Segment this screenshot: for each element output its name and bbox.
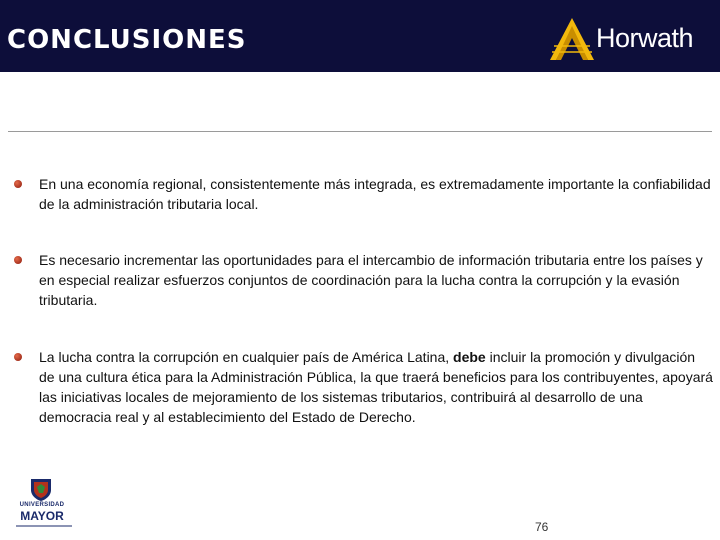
bullet-icon [14, 353, 22, 361]
emphasis-text: debe [453, 349, 486, 365]
page-number: 76 [535, 520, 549, 534]
bullet-text-3: La lucha contra la corrupción en cualquier país de América Latina, debe incluir la promoción y divulgación de una cultura ética para la Administración Pública, la que traerá beneficios para los contribuyentes, apoyará las iniciativas locales de mejoramiento de los sistemas tributarios, contribuirá al desarrollo de una democracia real y al establecimiento del Estado de Derecho. [39, 349, 713, 425]
bullet-text-2: Es necesario incrementar las oportunidades para el intercambio de información tributaria entre los países y en especial realizar esfuerzos conjuntos de coordinación para la lucha contra la corrupción y la evasión tributaria. [39, 252, 703, 308]
bullet-text-1: En una economía regional, consistentemente más integrada, es extremadamente importante la confiabilidad de la administración tributaria local. [39, 176, 711, 212]
bullet-icon [14, 256, 22, 264]
bullet-icon [14, 180, 22, 188]
horwath-triangle-icon [548, 16, 598, 64]
university-shield-icon [30, 478, 52, 502]
university-label-small: UNIVERSIDAD [19, 502, 65, 508]
universidad-mayor-logo [14, 478, 74, 530]
header-bar [0, 0, 720, 72]
university-label-big: MAYOR [20, 509, 64, 523]
divider-rule [8, 131, 712, 132]
horwath-logo [548, 16, 708, 64]
university-underline [16, 525, 72, 527]
page-title: CONCLUSIONES [7, 25, 247, 55]
logo-text: Horwath [596, 23, 694, 53]
